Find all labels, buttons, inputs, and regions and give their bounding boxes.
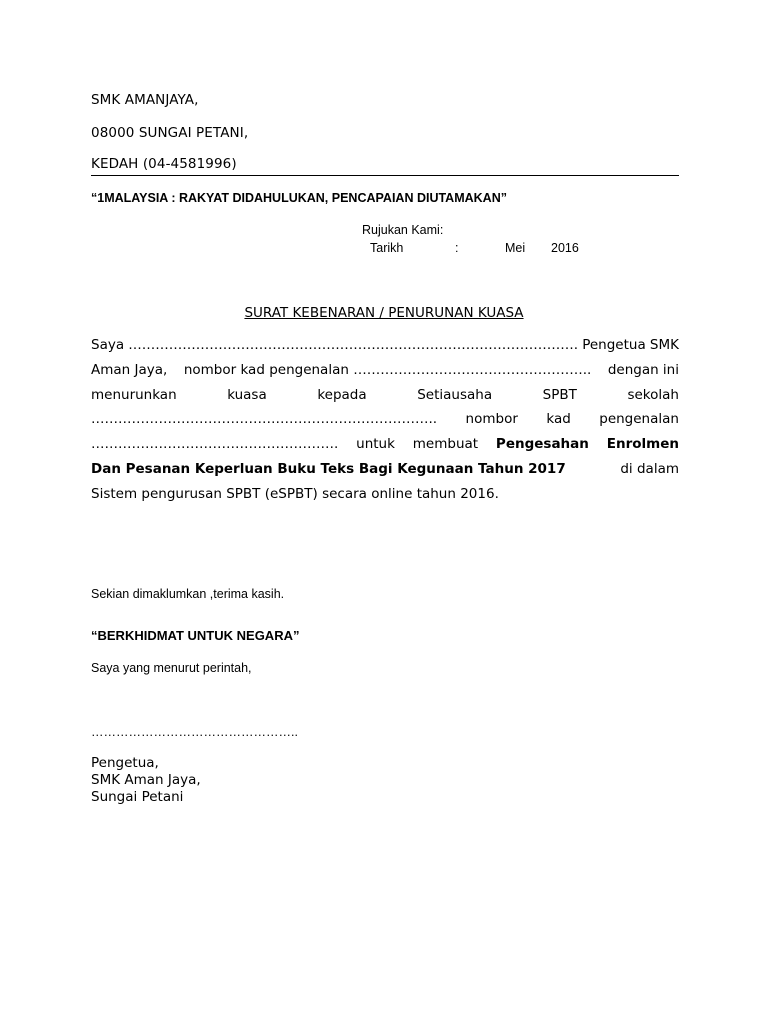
national-motto: “1MALAYSIA : RAKYAT DIDAHULUKAN, PENCAPAIAN DIUTAMAKAN”: [91, 191, 507, 205]
bold-subject-text: Dan Pesanan Keperluan Buku Teks Bagi Kegunaan Tahun 2017: [91, 460, 566, 477]
closing-slogan: “BERKHIDMAT UNTUK NEGARA”: [91, 628, 300, 643]
body-line-7: Sistem pengurusan SPBT (eSPBT) secara online tahun 2016.: [91, 485, 499, 502]
body-text: kad: [546, 411, 571, 428]
reference-label: Rujukan Kami:: [362, 223, 444, 237]
signature-line: …………………………………………..: [91, 725, 298, 739]
body-text: SMK: [649, 337, 679, 353]
body-text: kuasa: [227, 386, 267, 403]
blank-ic2-dots: ……………………………………………….: [91, 436, 339, 453]
body-text: Saya: [91, 337, 125, 353]
letterhead-divider: [91, 175, 679, 176]
body-text: di dalam: [620, 460, 679, 477]
body-text: Setiausaha: [417, 386, 493, 403]
body-text: Aman Jaya,: [91, 361, 168, 378]
bold-subject-text: Enrolmen: [606, 436, 679, 453]
signatory-school: SMK Aman Jaya,: [91, 772, 201, 788]
bold-subject-text: Pengesahan: [495, 436, 589, 453]
signatory-role: Pengetua,: [91, 755, 159, 771]
body-line-5: [91, 432, 679, 457]
closing-obedient: Saya yang menurut perintah,: [91, 661, 252, 675]
date-year: 2016: [551, 241, 579, 255]
body-text: kepada: [317, 386, 367, 403]
signatory-town: Sungai Petani: [91, 789, 184, 805]
date-month: Mei: [505, 241, 526, 255]
body-text: menurunkan: [91, 386, 177, 403]
body-text: nombor: [465, 411, 518, 428]
blank-name-dots: ……………………………………………………………………………………….: [128, 337, 579, 353]
date-label: Tarikh: [370, 241, 404, 255]
body-line-1: [91, 333, 679, 358]
letter-body: [91, 333, 679, 507]
body-text: SPBT: [542, 386, 577, 403]
school-postcode-town: 08000 SUNGAI PETANI,: [91, 125, 249, 141]
letter-title: SURAT KEBENARAN / PENURUNAN KUASA: [244, 305, 524, 321]
school-name: SMK AMANJAYA,: [91, 92, 199, 108]
closing-thanks: Sekian dimaklumkan ,terima kasih.: [91, 587, 285, 601]
blank-ic-dots: nombor kad pengenalan ……………………………………………..: [183, 361, 592, 378]
date-separator: :: [455, 241, 459, 255]
body-text: sekolah: [627, 386, 679, 403]
body-text: membuat: [412, 436, 479, 453]
body-text: Pengetua: [582, 337, 646, 353]
blank-secretary-dots: …………………………………………………………………..: [91, 411, 438, 428]
body-text: pengenalan: [599, 411, 679, 428]
body-text: dengan ini: [607, 361, 679, 378]
school-state-phone: KEDAH (04-4581996): [91, 156, 237, 172]
body-line-2: [91, 358, 679, 383]
body-line-3: [91, 383, 679, 408]
body-line-6: [91, 457, 679, 482]
body-text: untuk: [356, 436, 395, 453]
body-line-4: [91, 407, 679, 432]
